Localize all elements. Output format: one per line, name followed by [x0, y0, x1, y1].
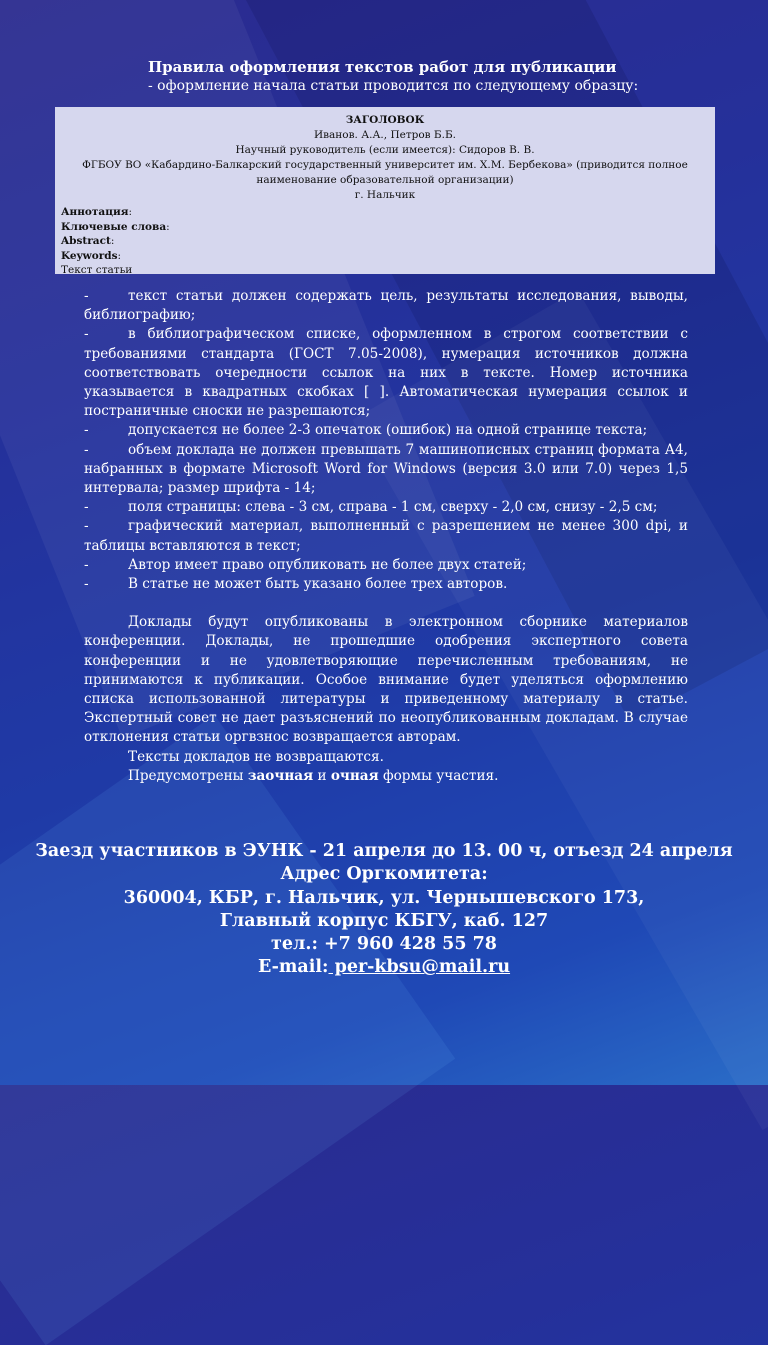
arrival-info: Заезд участников в ЭУНК - 21 апреля до 13. 00 ч, отъезд 24 апреля	[35, 841, 733, 861]
rule-item: - в библиографическом списке, оформленном в строгом соответствии с требованиями стандарта (ГОСТ 7.05-2008), нумерация источников должна соответствовать очередности ссылок на них в тексте. Номер источника указывается в квадратных скобках [ ]. Автоматическая нумерация ссылок и постраничные сноски не разрешаются;	[84, 326, 688, 420]
sample-supervisor: Научный руководитель (если имеется): Сидоров В. В.	[235, 144, 535, 156]
sample-authors: Иванов. А.А., Петров Б.Б.	[313, 129, 457, 141]
email-link[interactable]: per-kbsu@mail.ru	[328, 957, 511, 978]
participation-paragraph: Предусмотрены заочная и очная формы участия.	[128, 767, 499, 784]
sample-city: г. Нальчик	[354, 189, 416, 201]
phone-line: тел.: +7 960 428 55 78	[271, 934, 497, 955]
rules-section	[84, 287, 688, 786]
page-title: Правила оформления текстов работ для публикации	[148, 58, 617, 76]
address-line: 360004, КБР, г. Нальчик, ул. Чернышевского 173,	[123, 887, 645, 908]
rule-item: - Автор имеет право опубликовать не более двух статей;	[84, 556, 527, 573]
sample-title: ЗАГОЛОВОК	[345, 114, 425, 126]
return-paragraph: Тексты докладов не возвращаются.	[128, 748, 384, 765]
sample-abstract: Abstract:	[61, 235, 115, 247]
sample-annotation: Аннотация:	[61, 206, 133, 218]
sample-organization: ФГБОУ ВО «Кабардино-Балкарский государственный университет им. Х.М. Бербекова» (приводится полное	[82, 159, 688, 171]
rule-item: - графический материал, выполненный с разрешением не менее 300 dpi, и таблицы вставляются в текст;	[84, 518, 688, 554]
publication-paragraph: Доклады будут опубликованы в электронном сборнике материалов конференции. Доклады, не прошедшие одобрения экспертного совета конференции и не удовлетворяющие перечисленным требованиям, не принимаются к публикации. Особое внимание будет уделяться оформлению списка использованной литературы и приведенному материалу в статье. Экспертный совет не дает разъяснений по неопубликованным докладам. В случае отклонения статьи оргвзнос возвращается авторам.	[84, 614, 688, 746]
sample-keywords-en: Keywords:	[61, 249, 122, 262]
address-title: Адрес Оргкомитета:	[280, 864, 488, 885]
rule-item: - текст статьи должен содержать цель, результаты исследования, выводы, библиографию;	[84, 288, 688, 324]
contact-block	[0, 840, 768, 980]
sample-keywords-ru: Ключевые слова:	[61, 220, 170, 233]
email-line: E-mail: per-kbsu@mail.ru	[257, 957, 511, 978]
page-subtitle: - оформление начала статьи проводится по следующему образцу:	[148, 78, 639, 94]
rule-item: - В статье не может быть указано более трех авторов.	[84, 576, 508, 593]
sample-article-text: Текст статьи	[61, 264, 133, 276]
rule-item: - объем доклада не должен превышать 7 машинописных страниц формата А4, набранных в формате Microsoft Word for Windows (версия 3.0 или 7.0) через 1,5 интервала; размер шрифта - 14;	[84, 441, 688, 497]
sample-organization-cont: наименование образовательной организации)	[256, 174, 514, 186]
building-line: Главный корпус КБГУ, каб. 127	[219, 910, 549, 931]
rule-item: - поля страницы: слева - 3 см, справа - 1 см, сверху - 2,0 см, снизу - 2,5 см;	[84, 499, 658, 516]
rule-item: - допускается не более 2-3 опечаток (ошибок) на одной странице текста;	[84, 422, 648, 439]
sample-header-box	[55, 107, 715, 274]
